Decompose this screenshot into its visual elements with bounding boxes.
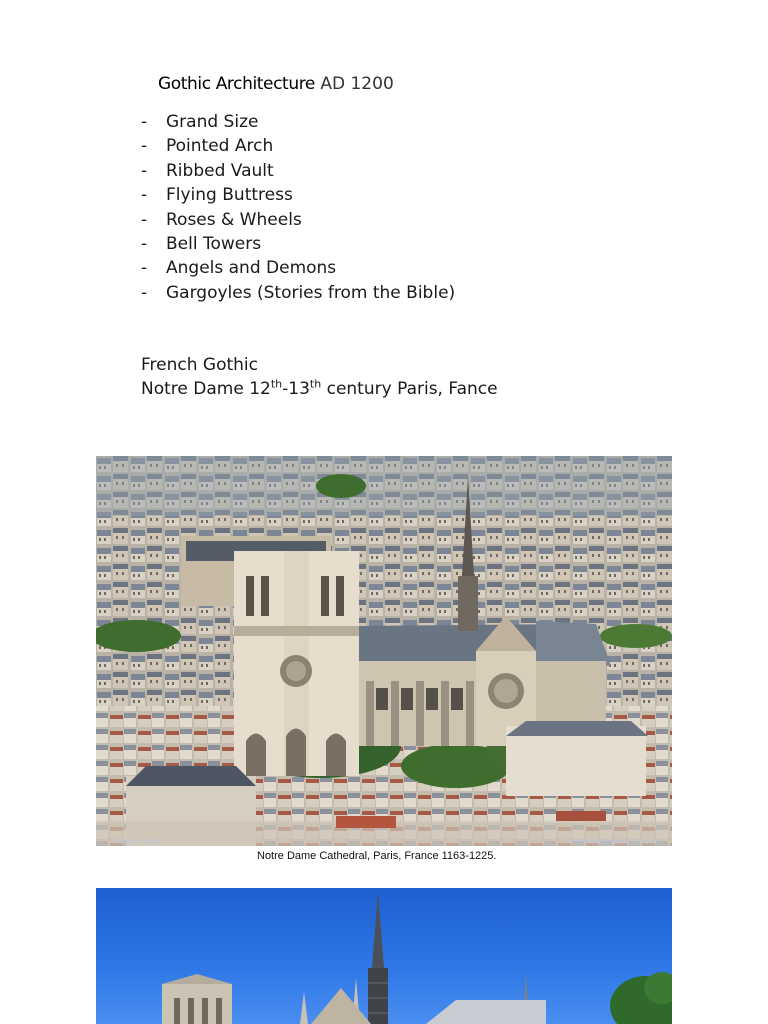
list-item (141, 232, 455, 256)
feature-label: Bell Towers (166, 234, 262, 255)
feature-list (141, 110, 455, 305)
bullet-dash: - (141, 258, 148, 279)
section-title: French Gothic (141, 355, 258, 375)
list-item (141, 256, 455, 280)
list-item (141, 281, 455, 305)
list-item (141, 159, 455, 183)
bullet-dash: - (141, 160, 148, 181)
cathedral-aerial-photo (96, 456, 672, 846)
bullet-dash: - (141, 112, 148, 132)
feature-label: Grand Size (166, 112, 259, 132)
cathedral-aerial-illustration (96, 456, 672, 846)
bullet-dash: - (141, 209, 148, 230)
section-heading (141, 353, 498, 402)
feature-label: Ribbed Vault (166, 160, 274, 181)
subtitle-part: century Paris, Fance (321, 379, 498, 400)
photo-credit-watermark: Photo: Bjoe (116, 837, 162, 846)
list-item (141, 183, 455, 207)
cathedral-sky-photo (96, 888, 672, 1024)
photo-caption: Notre Dame Cathedral, Paris, France 1163-1225. (257, 850, 497, 862)
subtitle-part: -13 (282, 379, 310, 400)
feature-label: Pointed Arch (166, 136, 274, 157)
list-item (141, 110, 455, 134)
cathedral-sky-illustration (96, 888, 672, 1024)
bullet-dash: - (141, 282, 148, 303)
title-main: Gothic Architecture (158, 74, 315, 94)
feature-label: Roses & Wheels (166, 209, 302, 230)
photo-site-watermark: FreeWallpapersPix.com (569, 837, 662, 846)
list-item (141, 134, 455, 158)
bullet-dash: - (141, 185, 148, 206)
title-era: AD 1200 (314, 74, 394, 94)
feature-label: Gargoyles (Stories from the Bible) (166, 282, 456, 303)
bullet-dash: - (141, 234, 148, 255)
list-item (141, 208, 455, 232)
feature-label: Angels and Demons (166, 258, 337, 279)
feature-label: Flying Buttress (166, 185, 293, 206)
subtitle-part: Notre Dame 12 (141, 379, 271, 400)
subtitle-superscript: th (309, 377, 322, 391)
page-title (158, 74, 394, 94)
subtitle-superscript: th (270, 377, 283, 391)
bullet-dash: - (141, 136, 148, 157)
section-subtitle (141, 377, 498, 401)
